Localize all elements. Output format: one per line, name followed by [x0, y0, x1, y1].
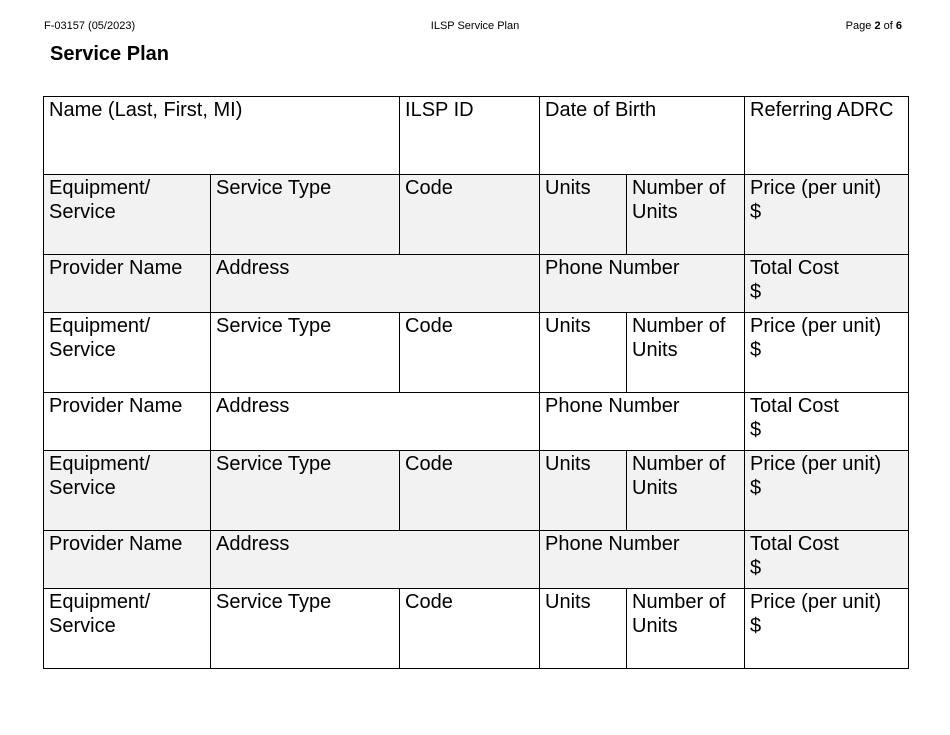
number-of-units-label: Number of Units: [632, 453, 726, 499]
code-label: Code: [405, 591, 453, 613]
form-number: F-03157 (05/2023): [44, 20, 136, 32]
equipment-row: [44, 451, 909, 531]
equipment-service-field[interactable]: [44, 175, 211, 255]
provider-name-field[interactable]: [44, 531, 211, 589]
address-label: Address: [216, 257, 290, 279]
code-field[interactable]: [400, 451, 540, 531]
total-cost-field[interactable]: [745, 531, 909, 589]
phone-label: Phone Number: [545, 533, 680, 555]
provider-row: [44, 393, 909, 451]
service-type-field[interactable]: [211, 313, 400, 393]
number-of-units-label: Number of Units: [632, 177, 726, 223]
equipment-label: Equipment/ Service: [49, 591, 151, 637]
price-label: Price (per unit): [750, 177, 882, 199]
service-type-label: Service Type: [216, 315, 332, 337]
provider-name-label: Provider Name: [49, 395, 183, 417]
address-field[interactable]: [211, 531, 540, 589]
number-of-units-field[interactable]: [627, 451, 745, 531]
address-label: Address: [216, 533, 290, 555]
service-type-label: Service Type: [216, 453, 332, 475]
code-label: Code: [405, 177, 453, 199]
ilsp-id-field[interactable]: [400, 97, 540, 175]
price-currency: $: [750, 477, 762, 499]
price-per-unit-field[interactable]: [745, 313, 909, 393]
units-label: Units: [545, 591, 591, 613]
address-field[interactable]: [211, 393, 540, 451]
units-field[interactable]: [540, 589, 627, 669]
price-per-unit-field[interactable]: [745, 175, 909, 255]
code-label: Code: [405, 453, 453, 475]
number-of-units-label: Number of Units: [632, 315, 726, 361]
page-of: of: [883, 20, 893, 32]
number-of-units-label: Number of Units: [632, 591, 726, 637]
total-cost-currency: $: [750, 419, 762, 441]
service-type-field[interactable]: [211, 175, 400, 255]
equipment-service-field[interactable]: [44, 451, 211, 531]
page-prefix: Page: [845, 20, 872, 32]
units-field[interactable]: [540, 313, 627, 393]
price-label: Price (per unit): [750, 453, 882, 475]
name-label: Name (Last, First, MI): [49, 99, 243, 121]
number-of-units-field[interactable]: [627, 313, 745, 393]
provider-name-label: Provider Name: [49, 533, 183, 555]
units-field[interactable]: [540, 175, 627, 255]
units-label: Units: [545, 453, 591, 475]
units-label: Units: [545, 177, 591, 199]
price-label: Price (per unit): [750, 315, 882, 337]
price-label: Price (per unit): [750, 591, 882, 613]
phone-number-field[interactable]: [540, 393, 745, 451]
page-indicator: [846, 20, 902, 32]
number-of-units-field[interactable]: [627, 589, 745, 669]
provider-row: [44, 531, 909, 589]
phone-number-field[interactable]: [540, 531, 745, 589]
dob-label: Date of Birth: [545, 99, 657, 121]
provider-name-field[interactable]: [44, 255, 211, 313]
ilsp-id-label: ILSP ID: [405, 99, 474, 121]
adrc-label: Referring ADRC: [750, 99, 894, 121]
units-label: Units: [545, 315, 591, 337]
date-of-birth-field[interactable]: [540, 97, 745, 175]
total-cost-field[interactable]: [745, 393, 909, 451]
price-currency: $: [750, 201, 762, 223]
price-currency: $: [750, 339, 762, 361]
service-type-label: Service Type: [216, 177, 332, 199]
service-type-label: Service Type: [216, 591, 332, 613]
page-total: 6: [895, 20, 902, 32]
equipment-row: [44, 313, 909, 393]
form-name: ILSP Service Plan: [430, 20, 520, 32]
equipment-row: [44, 175, 909, 255]
page-title: Service Plan: [50, 43, 169, 65]
total-cost-currency: $: [750, 281, 762, 303]
code-field[interactable]: [400, 589, 540, 669]
phone-number-field[interactable]: [540, 255, 745, 313]
equipment-service-field[interactable]: [44, 313, 211, 393]
phone-label: Phone Number: [545, 257, 680, 279]
service-plan-table: [43, 96, 909, 669]
name-field[interactable]: [44, 97, 400, 175]
equipment-label: Equipment/ Service: [49, 453, 151, 499]
price-per-unit-field[interactable]: [745, 589, 909, 669]
number-of-units-field[interactable]: [627, 175, 745, 255]
provider-name-field[interactable]: [44, 393, 211, 451]
address-field[interactable]: [211, 255, 540, 313]
units-field[interactable]: [540, 451, 627, 531]
equipment-row: [44, 589, 909, 669]
equipment-service-field[interactable]: [44, 589, 211, 669]
provider-name-label: Provider Name: [49, 257, 183, 279]
equipment-label: Equipment/ Service: [49, 177, 151, 223]
total-cost-label: Total Cost: [750, 395, 839, 417]
total-cost-currency: $: [750, 557, 762, 579]
equipment-label: Equipment/ Service: [49, 315, 151, 361]
code-label: Code: [405, 315, 453, 337]
provider-row: [44, 255, 909, 313]
code-field[interactable]: [400, 313, 540, 393]
code-field[interactable]: [400, 175, 540, 255]
service-type-field[interactable]: [211, 589, 400, 669]
service-type-field[interactable]: [211, 451, 400, 531]
total-cost-label: Total Cost: [750, 533, 839, 555]
page-current: 2: [874, 20, 881, 32]
participant-info-row: [44, 97, 909, 175]
referring-adrc-field[interactable]: [745, 97, 909, 175]
total-cost-field[interactable]: [745, 255, 909, 313]
price-currency: $: [750, 615, 762, 637]
total-cost-label: Total Cost: [750, 257, 839, 279]
phone-label: Phone Number: [545, 395, 680, 417]
address-label: Address: [216, 395, 290, 417]
price-per-unit-field[interactable]: [745, 451, 909, 531]
